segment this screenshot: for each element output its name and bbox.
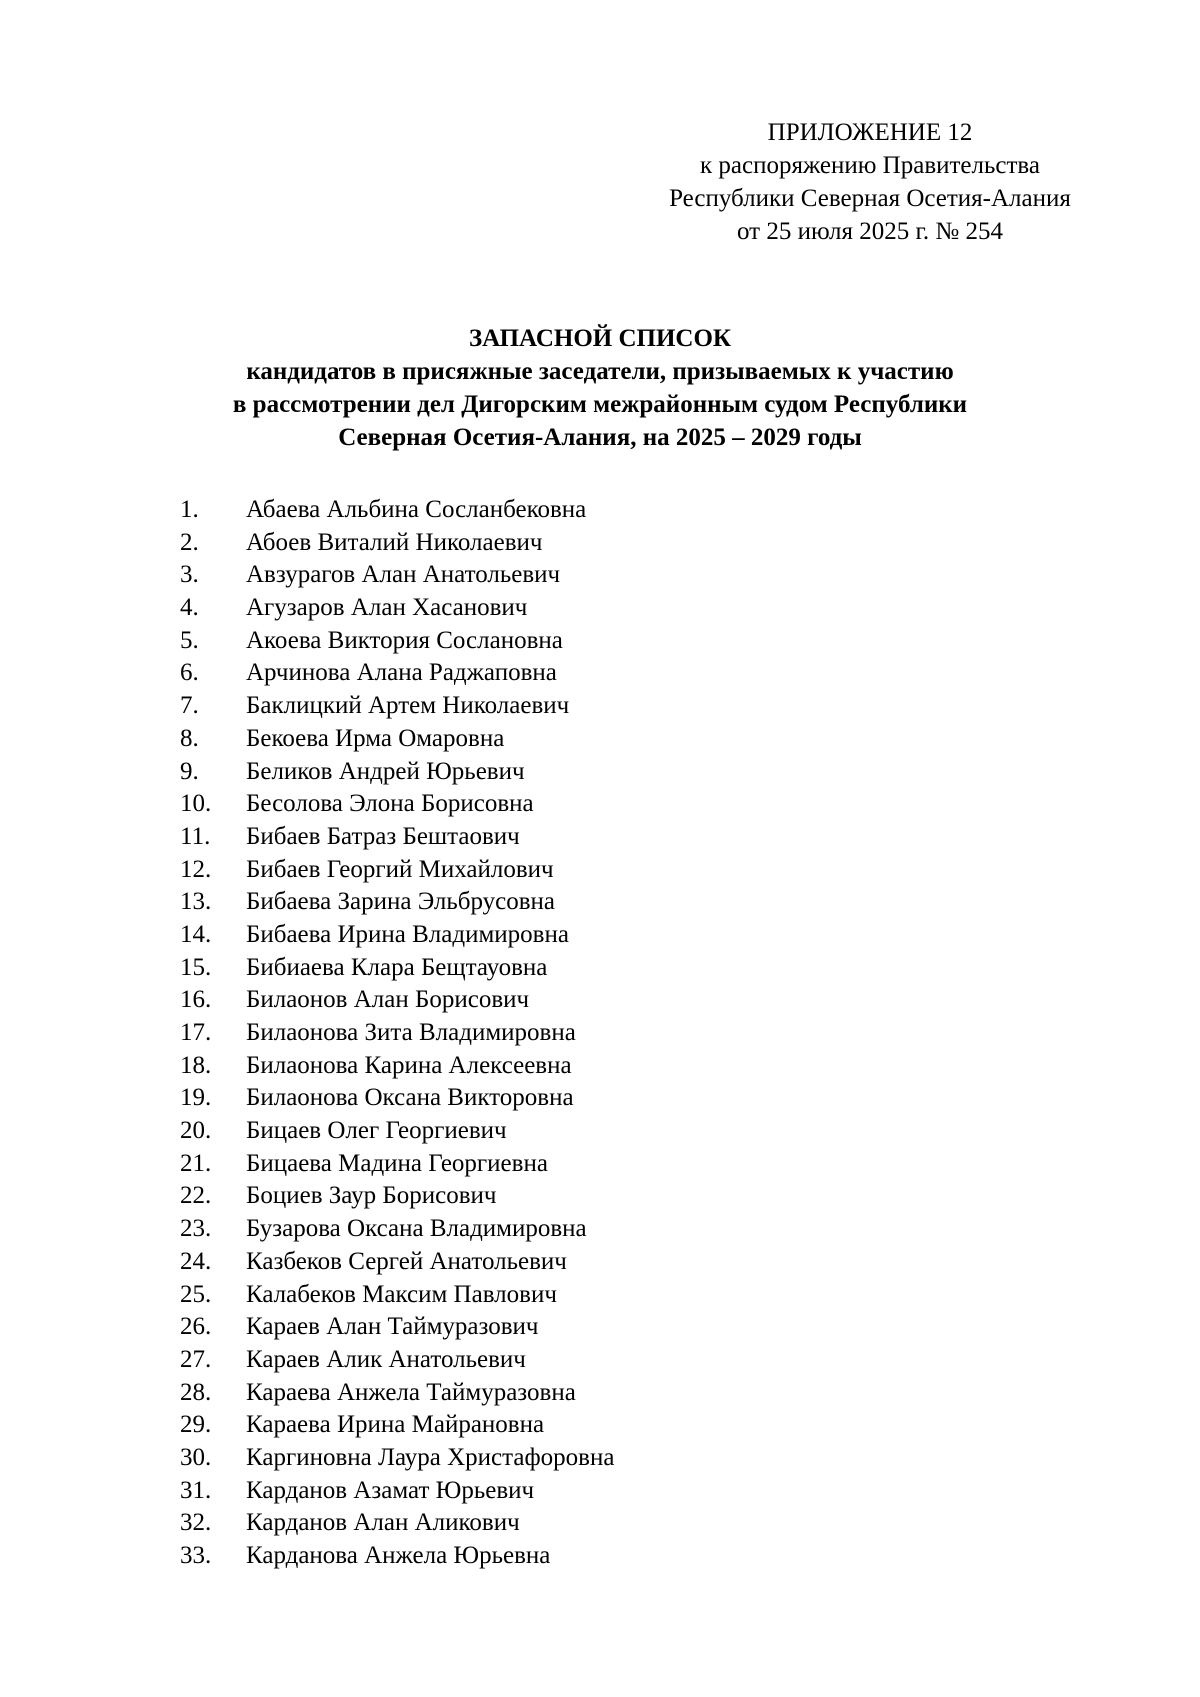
list-item xyxy=(180,1344,1080,1377)
list-item-number: 27. xyxy=(180,1345,212,1373)
title-subline-1: кандидатов в присяжные заседатели, призываемых к участию xyxy=(246,358,954,385)
list-item xyxy=(180,1180,1080,1213)
list-item-number: 8. xyxy=(180,724,199,752)
title-heading: ЗАПАСНОЙ СПИСОК xyxy=(468,325,732,352)
list-item xyxy=(180,592,1080,625)
list-item-name: Авзурагов Алан Анатольевич xyxy=(246,561,561,589)
list-item-number: 5. xyxy=(180,626,199,654)
list-item-name: Каргиновна Лаура Христафоровна xyxy=(246,1443,615,1471)
list-item xyxy=(180,690,1080,723)
list-item-name: Карданов Алан Аликович xyxy=(246,1509,520,1537)
list-item-number: 18. xyxy=(180,1051,212,1079)
list-item-number: 3. xyxy=(180,561,199,589)
list-item-name: Билаонова Карина Алексеевна xyxy=(246,1051,572,1079)
list-item-number: 17. xyxy=(180,1019,212,1046)
list-item-number: 21. xyxy=(180,1149,212,1177)
list-item-number: 23. xyxy=(180,1215,212,1243)
list-item xyxy=(180,952,1080,985)
list-item-number: 1. xyxy=(180,496,199,523)
list-item-name: Карданов Азамат Юрьевич xyxy=(246,1476,535,1504)
appendix-number: ПРИЛОЖЕНИЕ 12 xyxy=(767,119,973,146)
list-item xyxy=(180,1050,1080,1083)
list-item xyxy=(180,625,1080,658)
list-item-name: Агузаров Алан Хасанович xyxy=(246,594,528,622)
list-item-number: 28. xyxy=(180,1378,212,1406)
list-item-name: Беликов Андрей Юрьевич xyxy=(246,757,525,785)
list-item-name: Абоев Виталий Николаевич xyxy=(246,528,543,556)
list-item-number: 32. xyxy=(180,1509,212,1537)
list-item xyxy=(180,1213,1080,1246)
list-item-name: Карданова Анжела Юрьевна xyxy=(246,1542,551,1569)
appendix-date: от 25 июля 2025 г. № 254 xyxy=(736,218,1004,245)
list-item-name: Бибиаева Клара Бещтауовна xyxy=(246,953,548,981)
list-item xyxy=(180,657,1080,690)
list-item-number: 7. xyxy=(180,692,199,720)
list-item xyxy=(180,919,1080,952)
list-item xyxy=(180,1148,1080,1181)
document-title xyxy=(150,322,1050,454)
list-item-number: 31. xyxy=(180,1476,212,1504)
list-item xyxy=(180,1311,1080,1344)
list-item xyxy=(180,984,1080,1017)
list-item xyxy=(180,1475,1080,1508)
list-item-name: Бузарова Оксана Владимировна xyxy=(246,1215,587,1243)
list-item-number: 9. xyxy=(180,757,199,785)
list-item-name: Боциев Заур Борисович xyxy=(246,1182,497,1210)
list-item-name: Билаонова Зита Владимировна xyxy=(246,1019,576,1046)
list-item-number: 14. xyxy=(180,920,212,948)
list-item-number: 22. xyxy=(180,1182,212,1210)
list-item xyxy=(180,821,1080,854)
list-item-number: 24. xyxy=(180,1247,212,1275)
list-item-name: Баклицкий Артем Николаевич xyxy=(246,692,570,720)
list-item xyxy=(180,559,1080,592)
list-item-number: 6. xyxy=(180,659,199,687)
list-item xyxy=(180,527,1080,560)
list-item-name: Бибаева Ирина Владимировна xyxy=(246,920,569,948)
list-item-number: 30. xyxy=(180,1443,212,1471)
list-item-name: Бесолова Элона Борисовна xyxy=(246,790,534,818)
list-item xyxy=(180,1507,1080,1540)
list-item-name: Акоева Виктория Сослановна xyxy=(246,626,563,654)
list-item xyxy=(180,494,1080,527)
list-item-name: Калабеков Максим Павлович xyxy=(246,1280,557,1308)
list-item-number: 4. xyxy=(180,594,199,622)
list-item xyxy=(180,1409,1080,1442)
list-item xyxy=(180,854,1080,887)
list-item xyxy=(180,1115,1080,1148)
list-item-number: 26. xyxy=(180,1313,212,1341)
list-item-name: Бибаева Зарина Эльбрусовна xyxy=(246,888,556,916)
list-item-name: Бекоева Ирма Омаровна xyxy=(246,724,505,752)
list-item-name: Бицаев Олег Георгиевич xyxy=(246,1117,507,1145)
list-item-name: Билаонов Алан Борисович xyxy=(246,986,530,1014)
list-item-number: 12. xyxy=(180,855,212,883)
appendix-reference: к распоряжению Правительства xyxy=(699,152,1040,179)
list-item-number: 11. xyxy=(180,822,211,850)
list-item xyxy=(180,723,1080,756)
list-item-name: Караева Анжела Таймуразовна xyxy=(246,1378,576,1406)
list-item-name: Караев Алик Анатольевич xyxy=(246,1345,526,1373)
list-item-number: 33. xyxy=(180,1542,212,1569)
candidate-list xyxy=(180,494,1080,1573)
list-item-number: 19. xyxy=(180,1084,212,1112)
appendix-header xyxy=(600,116,1140,248)
list-item-number: 16. xyxy=(180,986,212,1014)
list-item xyxy=(180,1017,1080,1050)
list-item xyxy=(180,1082,1080,1115)
list-item-number: 20. xyxy=(180,1117,212,1145)
list-item-number: 13. xyxy=(180,888,212,916)
appendix-government: Республики Северная Осетия-Алания xyxy=(669,185,1071,212)
title-subline-2: в рассмотрении дел Дигорским межрайонным судом Республики xyxy=(232,391,968,418)
list-item-number: 25. xyxy=(180,1280,212,1308)
list-item-name: Караев Алан Таймуразович xyxy=(246,1313,539,1341)
list-item-name: Билаонова Оксана Викторовна xyxy=(246,1084,574,1112)
list-item-name: Казбеков Сергей Анатольевич xyxy=(246,1247,567,1275)
list-item xyxy=(180,1540,1080,1573)
list-item-name: Абаева Альбина Сосланбековна xyxy=(246,496,587,523)
list-item xyxy=(180,1246,1080,1279)
list-item xyxy=(180,1377,1080,1410)
list-item-name: Караева Ирина Майрановна xyxy=(246,1411,545,1439)
list-item xyxy=(180,886,1080,919)
list-item-number: 10. xyxy=(180,790,212,818)
list-item xyxy=(180,788,1080,821)
list-item-name: Бицаева Мадина Георгиевна xyxy=(246,1149,548,1177)
list-item-name: Арчинова Алана Раджаповна xyxy=(246,659,557,687)
list-item-name: Бибаев Батраз Бештаович xyxy=(246,822,520,850)
list-item-name: Бибаев Георгий Михайлович xyxy=(246,855,554,883)
list-item-number: 15. xyxy=(180,953,212,981)
list-item-number: 2. xyxy=(180,528,199,556)
list-item xyxy=(180,1442,1080,1475)
title-subline-3: Северная Осетия-Алания, на 2025 – 2029 годы xyxy=(338,424,862,451)
list-item xyxy=(180,756,1080,789)
list-item-number: 29. xyxy=(180,1411,212,1439)
list-item xyxy=(180,1279,1080,1312)
